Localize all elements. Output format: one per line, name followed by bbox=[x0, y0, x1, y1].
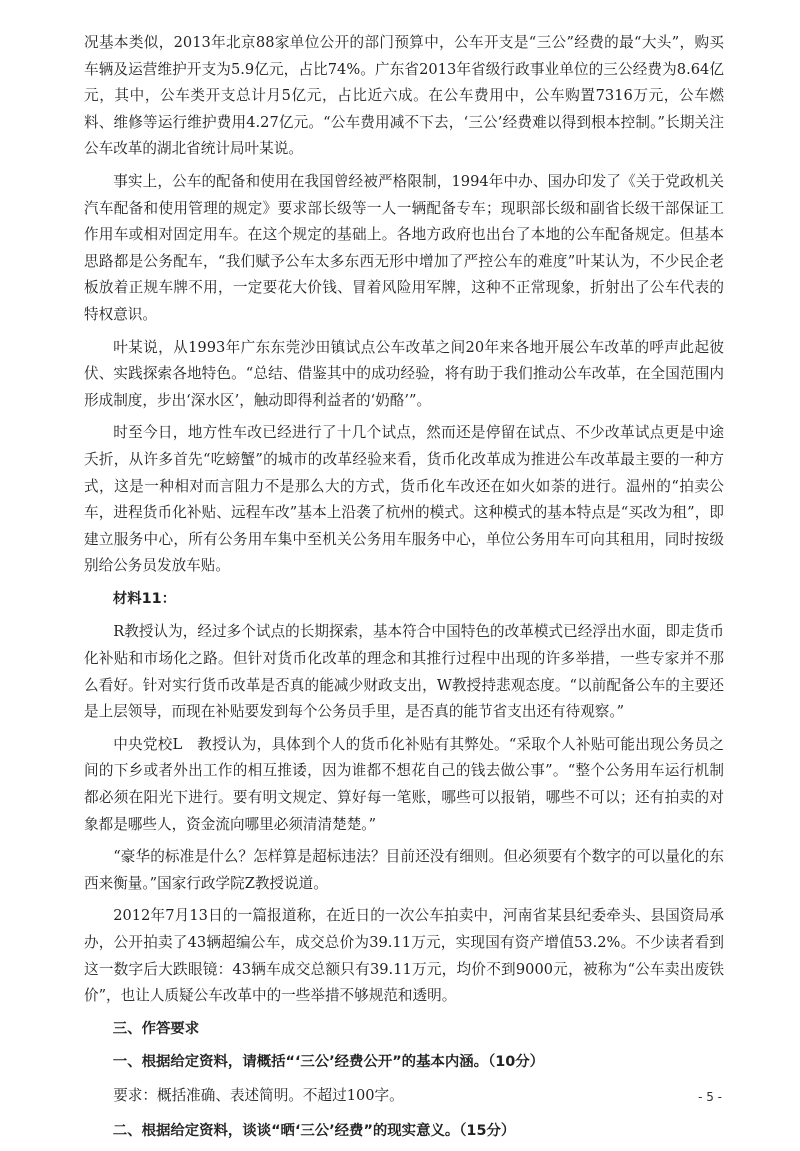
paragraph: 事实上，公车的配备和使用在我国曾经被严格限制，1994年中办、国办印发了《关于党政机关汽车配备和使用管理的规定》要求部长级等一人一辆配备专车；现职部长级和副省长级干部保证工作用车或相对固定用车。在这个规定的基础上。各地方政府也出台了本地的公车配备规定。但基本思路都是公务配车，“我们赋予公车太多东西无形中增加了严控公车的难度”叶某认为，不少民企老板放着正规车牌不用，一定要花大价钱、冒着风险用军牌，这种不正常现象，折射出了公车代表的特权意识。 bbox=[84, 172, 724, 323]
question-2: 二、根据给定资料，谈谈“晒‘三公’经费”的现实意义。（15分） bbox=[112, 1122, 516, 1139]
section-title: 三、作答要求 bbox=[112, 1020, 200, 1037]
paragraph: R教授认为，经过多个试点的长期探索，基本符合中国特色的改革模式已经浮出水面，即走货币化补贴和市场化之路。但针对货币化改革的理念和其推行过程中出现的许多举措，一些专家并不那么看好。针对实行货币改革是否真的能减少财政支出，W教授持悲观态度。“以前配备公车的主要还是上层领导，而现在补贴要发到每个公务员手里，是否真的能节省支出还有待观察。” bbox=[84, 623, 724, 721]
paragraph: 况基本类似，2013年北京88家单位公开的部门预算中，公车开支是“三公”经费的最“大头”，购买车辆及运营维护开支为5.9亿元，占比74%。广东省2013年省级行政事业单位的三公经费为8.64亿元，其中，公车类开支总计月5亿元，占比近六成。在公车费用中，公车购置7316万元，公车燃料、维修等运行维护费用4.27亿元。“公车费用减不下去，‘三公’经费难以得到根本控制。”长期关注公车改革的湖北省统计局叶某说。 bbox=[84, 34, 724, 158]
paragraph: 时至今日，地方性车改已经进行了十几个试点，然而还是停留在试点、不少改革试点更是中途夭折，从许多首先“吃螃蟹”的城市的改革经验来看，货币化改革成为推进公车改革最主要的一种方式，这是一种相对而言阻力不是那么大的方式，货币化车改还在如火如荼的进行。温州的“拍卖公车，进程货币化补贴、远程车改”基本上沿袭了杭州的模式。这种模式的基本特点是“买改为租”，即建立服务中心，所有公务用车集中至机关公务用车服务中心，单位公务用车可向其租用，同时按级别给公务员发放车贴。 bbox=[84, 424, 724, 575]
paragraph: 叶某说，从1993年广东东莞沙田镇试点公车改革之间20年来各地开展公车改革的呼声此起彼伏、实践探索各地特色。“总结、借鉴其中的成功经验，将有助于我们推动公车改革，在全国范围内形成制度，步出‘深水区’，触动即得利益者的‘奶酪’”。 bbox=[84, 338, 724, 409]
paragraph: 中央党校L 教授认为，具体到个人的货币化补贴有其弊处。“采取个人补贴可能出现公务员之间的下乡或者外出工作的相互推诿，因为谁都不想花自己的钱去做公事”。“整个公务用车运行机制都必须在阳光下进行。要有明文规定、算好每一笔账，哪些可以报销，哪些不可以；还有拍卖的对象都是哪些人，资金流向哪里必须清清楚楚。” bbox=[84, 735, 724, 833]
page-number: - 5 - bbox=[698, 1090, 722, 1104]
document-page bbox=[84, 30, 724, 1151]
paragraph: “豪华的标准是什么？怎样算是超标违法？目前还没有细则。但必须要有个数字的可以量化的东西来衡量。”国家行政学院Z教授说道。 bbox=[84, 848, 724, 892]
question-1: 一、根据给定资料，请概括“‘三公’经费公开”的基本内涵。（10分） bbox=[112, 1054, 545, 1071]
requirement-1: 要求：概括准确、表述简明。不超过100字。 bbox=[113, 1086, 404, 1104]
material-heading: 材料11： bbox=[112, 590, 176, 607]
paragraph: 2012年7月13日的一篇报道称，在近日的一次公车拍卖中，河南省某县纪委牵头、县国资局承办，公开拍卖了43辆超编公车，成交总价为39.11万元，实现国有资产增值53.2%。不少读者看到这一数字后大跌眼镜：43辆车成交总额只有39.11万元，均价不到9000元，被称为“公车卖出废铁价”，也让人质疑公车改革中的一些举措不够规范和透明。 bbox=[84, 907, 724, 1005]
